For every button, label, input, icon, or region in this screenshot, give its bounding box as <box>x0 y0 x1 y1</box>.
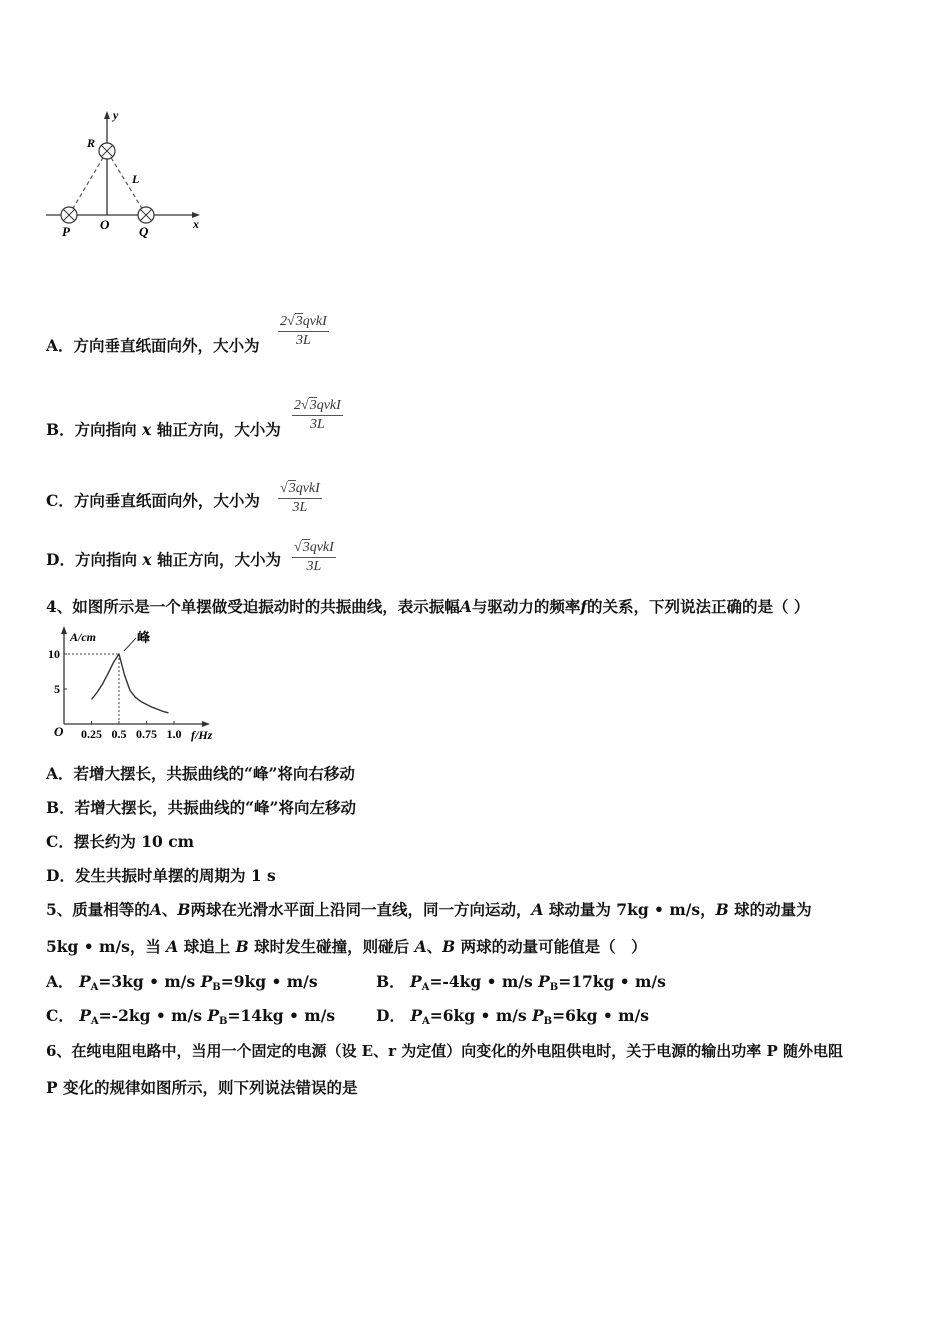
chart-x-arrow <box>202 721 210 727</box>
chart-y-label: A/cm <box>70 630 96 644</box>
q3-option-d[interactable]: D．方向指向 x 轴正方向，大小为 <box>46 550 282 569</box>
charge-position-diagram <box>40 105 215 240</box>
label-x: x <box>193 217 199 231</box>
q3-option-a[interactable] <box>46 336 260 356</box>
q5-option-c[interactable]: C． $P_A=-2kg$ • m/s $P_B=14kg$ • m/s <box>46 1006 336 1027</box>
q6-stem-line2: P 变化的规律如图所示，则下列说法错误的是 <box>46 1078 358 1097</box>
option-letter: D． <box>46 550 75 569</box>
q3-option-c-fraction: √3qvkI 3L <box>280 481 320 515</box>
current-into-page-icon-q <box>138 207 154 223</box>
label-p: P <box>62 224 70 239</box>
dashed-line-qr <box>107 151 146 215</box>
q5-stem-line2: 5kg • m/s，当 A 球追上 B 球时发生碰撞，则碰后 A、B 两球的动量可能值是（ ） <box>46 937 647 956</box>
x-tick-label: 1.0 <box>166 727 182 741</box>
q4-option-c[interactable]: C．摆长约为 10 cm <box>46 832 195 851</box>
dashed-line-pr <box>69 151 107 215</box>
q4-option-a[interactable]: A．若增大摆长，共振曲线的“峰”将向右移动 <box>46 764 355 783</box>
q4-stem: 4、如图所示是一个单摆做受迫振动时的共振曲线，表示振幅A与驱动力的频率f的关系，下列说法正确的是（ ） <box>46 597 810 616</box>
label-o: O <box>100 217 110 232</box>
option-text: 方向垂直纸面向外，大小为 <box>73 336 260 355</box>
q6-stem-line1: 6、在纯电阻电路中，当用一个固定的电源（设 E、r 为定值）向变化的外电阻供电时，关于电源的输出功率 P 随外电阻 <box>46 1042 843 1060</box>
q5-option-a[interactable]: A． $P_A=3kg$ • m/s $P_B=9kg$ • m/s <box>46 972 318 993</box>
q5-option-b[interactable]: B． $P_A=-4kg$ • m/s $P_B=17kg$ • m/s <box>376 972 666 993</box>
resonance-curve-line <box>92 654 169 713</box>
y-tick-label: 5 <box>54 682 60 696</box>
q4-option-b[interactable]: B．若增大摆长，共振曲线的“峰”将向左移动 <box>46 798 356 817</box>
q4-option-d[interactable]: D．发生共振时单摆的周期为 1 s <box>46 866 276 885</box>
chart-origin-label: O <box>54 724 64 739</box>
option-letter: C． <box>46 491 74 510</box>
chart-y-arrow <box>61 626 67 634</box>
resonance-curve-chart <box>40 624 230 749</box>
current-into-page-icon-r <box>99 143 115 159</box>
label-y: y <box>113 108 119 122</box>
label-q: Q <box>139 224 149 239</box>
q3-option-a-fraction: 2√3qvkI 3L <box>280 314 327 348</box>
option-letter: A． <box>46 336 74 355</box>
q3-option-d-fraction: √3qvkI 3L <box>294 540 334 574</box>
q5-stem-line1: 5、质量相等的A、B两球在光滑水平面上沿同一直线，同一方向运动，A 球动量为 7kg • m/s，B 球的动量为 <box>46 900 812 919</box>
option-letter: B． <box>46 420 75 439</box>
q5-option-d[interactable]: D． $P_A=6kg$ • m/s $P_B=6kg$ • m/s <box>376 1006 649 1027</box>
y-tick-label: 10 <box>48 647 60 661</box>
q3-option-b[interactable]: B．方向指向 x 轴正方向，大小为 <box>46 420 281 439</box>
peak-pointer <box>124 638 136 651</box>
chart-x-label: f/Hz <box>191 728 213 742</box>
current-into-page-icon-p <box>61 207 77 223</box>
y-axis-arrow <box>104 111 110 119</box>
x-tick-label: 0.5 <box>111 727 127 741</box>
q3-option-c[interactable]: C．方向垂直纸面向外，大小为 <box>46 491 260 510</box>
label-l: L <box>132 172 140 186</box>
q3-option-b-fraction: 2√3qvkI 3L <box>294 398 341 432</box>
chart-peak-annotation: 峰 <box>137 630 151 645</box>
x-tick-label: 0.25 <box>81 727 102 741</box>
x-tick-label: 0.75 <box>136 727 157 741</box>
label-r: R <box>87 136 96 150</box>
